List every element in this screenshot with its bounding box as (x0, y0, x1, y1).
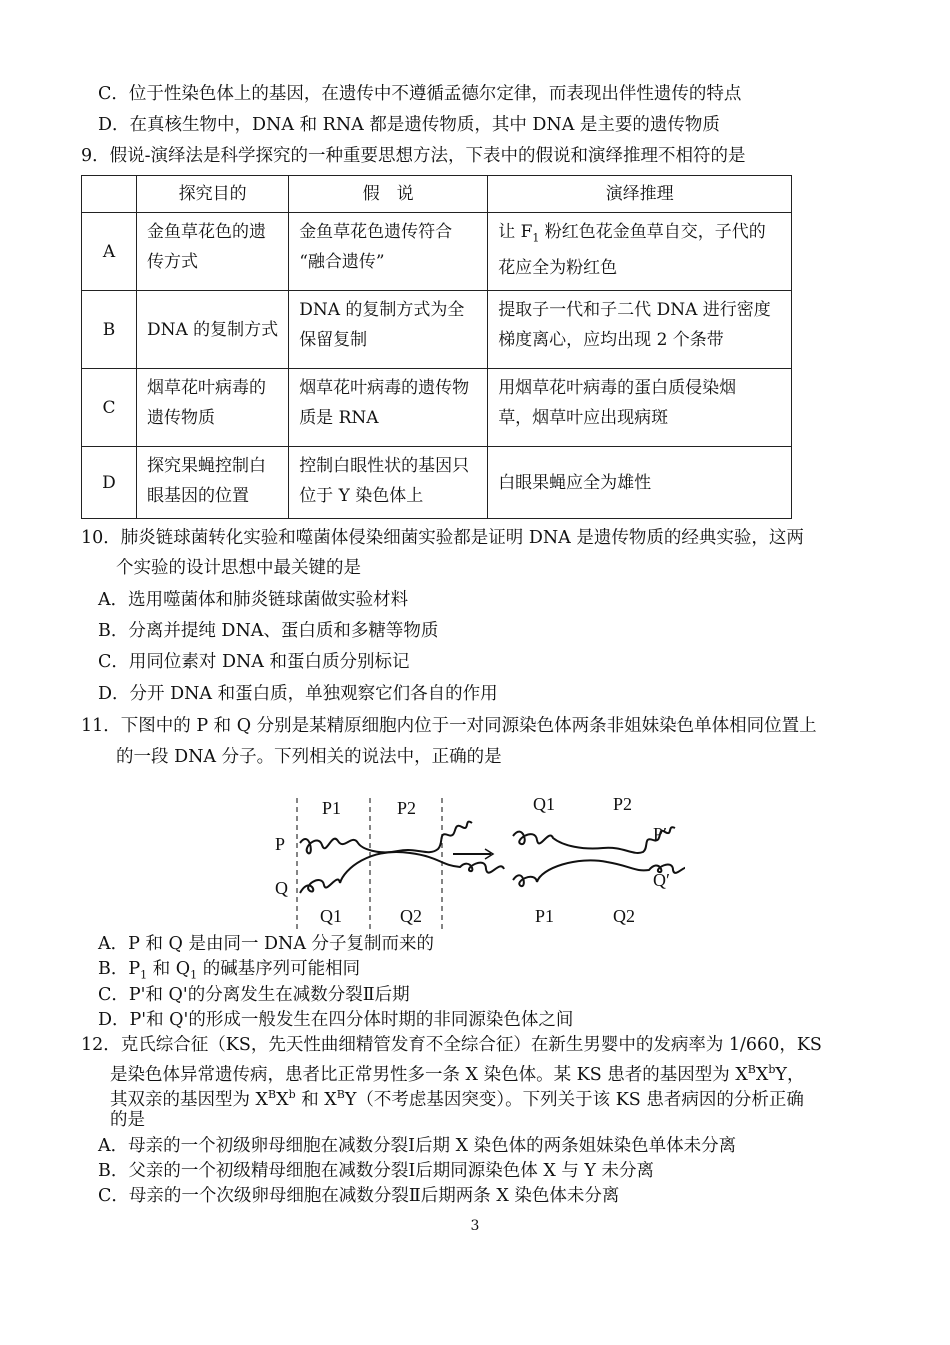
header-purpose: 探究目的 (137, 176, 289, 213)
q12-line1: 12．克氏综合征（KS，先天性曲细精管发育不全综合征）在新生男婴中的发病率为 1/660，KS (81, 1035, 822, 1055)
q12-option-c: C．母亲的一个次级卵母细胞在减数分裂Ⅱ后期两条 X 染色体未分离 (98, 1186, 620, 1206)
q10-option-a: A．选用噬菌体和肺炎链球菌做实验材料 (98, 590, 409, 610)
crossing-over-figure (265, 788, 685, 940)
row-purpose: DNA 的复制方式 (137, 291, 289, 369)
label-q1-right: Q1 (533, 794, 555, 814)
row-purpose: 探究果蝇控制白 眼基因的位置 (137, 447, 289, 519)
recombinant-p-strand (513, 827, 675, 853)
q12-line2: 是染色体异常遗传病，患者比正常男性多一条 X 染色体。某 KS 患者的基因型为 $X^BX^bY$， (110, 1063, 805, 1085)
chromatid-p-strand (300, 822, 472, 854)
header-deduction: 演绎推理 (488, 176, 792, 213)
table-header-row (82, 176, 792, 213)
header-blank (82, 176, 137, 213)
row-deduction: 白眼果蝇应全为雄性 (488, 447, 792, 519)
q9-stem: 9．假说-演绎法是科学探究的一种重要思想方法，下表中的假说和演绎推理不相符的是 (81, 146, 746, 166)
row-label: A (82, 213, 137, 291)
row-hypothesis: 烟草花叶病毒的遗传物 质是 RNA (289, 369, 488, 447)
label-q-prime: Q′ (653, 870, 670, 890)
table-row (82, 213, 792, 291)
header-hypothesis: 假 说 (289, 176, 488, 213)
row-hypothesis: 控制白眼性状的基因只 位于 Y 染色体上 (289, 447, 488, 519)
row-label: D (82, 447, 137, 519)
q12-option-a: A．母亲的一个初级卵母细胞在减数分裂Ⅰ后期 X 染色体的两条姐妹染色单体未分离 (98, 1136, 737, 1156)
label-q: Q (275, 878, 288, 898)
q11-stem-line1: 11．下图中的 P 和 Q 分别是某精原细胞内位于一对同源染色体两条非姐妹染色单体相同位置上 (81, 716, 817, 736)
q11-option-b: B．$P_1$ 和 $Q_1$ 的碱基序列可能相同 (98, 959, 361, 982)
table-row (82, 447, 792, 519)
q12-option-b: B．父亲的一个初级精母细胞在减数分裂Ⅰ后期同源染色体 X 与 Y 未分离 (98, 1161, 655, 1181)
row-deduction: 用烟草花叶病毒的蛋白质侵染烟 草，烟草叶应出现病斑 (488, 369, 792, 447)
q8-option-c: C．位于性染色体上的基因，在遗传中不遵循孟德尔定律，而表现出伴性遗传的特点 (98, 84, 742, 104)
row-deduction: 提取子一代和子二代 DNA 进行密度 梯度离心，应均出现 2 个条带 (488, 291, 792, 369)
row-label: B (82, 291, 137, 369)
label-p-prime: P′ (653, 824, 667, 844)
q12-line4: 的是 (110, 1110, 145, 1130)
row-purpose: 烟草花叶病毒的 遗传物质 (137, 369, 289, 447)
q11-stem-line2: 的一段 DNA 分子。下列相关的说法中，正确的是 (116, 747, 502, 767)
q9-table (81, 175, 792, 519)
q11-option-c: C．P'和 Q'的分离发生在减数分裂Ⅱ后期 (98, 985, 410, 1005)
q11-option-d: D．P'和 Q'的形成一般发生在四分体时期的非同源染色体之间 (98, 1010, 574, 1030)
row-hypothesis: 金鱼草花色遗传符合 “融合遗传” (289, 213, 488, 291)
label-q2: Q2 (400, 906, 422, 926)
label-q1: Q1 (320, 906, 342, 926)
q12-line3: 其双亲的基因型为 $X^BX^b$ 和 $X^BY$（不考虑基因突变）。下列关于该 KS 患者病因的分析正确 (110, 1088, 804, 1110)
row-purpose: 金鱼草花色的遗 传方式 (137, 213, 289, 291)
table-row (82, 291, 792, 369)
label-q2-right: Q2 (613, 906, 635, 926)
label-p: P (275, 834, 286, 854)
q10-stem-line2: 个实验的设计思想中最关键的是 (116, 558, 361, 578)
page-number: 3 (470, 1218, 480, 1234)
label-p1-right: P1 (535, 906, 555, 926)
q8-option-d: D．在真核生物中，DNA 和 RNA 都是遗传物质，其中 DNA 是主要的遗传物质 (98, 115, 720, 135)
label-p2-right: P2 (613, 794, 633, 814)
label-p1: P1 (322, 798, 342, 818)
q10-option-b: B．分离并提纯 DNA、蛋白质和多糖等物质 (98, 621, 439, 641)
q10-stem-line1: 10．肺炎链球菌转化实验和噬菌体侵染细菌实验都是证明 DNA 是遗传物质的经典实验，这两 (81, 528, 804, 548)
chromatid-q-strand (300, 852, 504, 893)
table-row (82, 369, 792, 447)
row-hypothesis: DNA 的复制方式为全 保留复制 (289, 291, 488, 369)
label-p2: P2 (397, 798, 417, 818)
row-deduction: 让 $F_1$ 粉红色花金鱼草自交，子代的 花应全为粉红色 (488, 213, 792, 291)
q11-option-a: A．P 和 Q 是由同一 DNA 分子复制而来的 (98, 934, 435, 954)
q10-option-d: D．分开 DNA 和蛋白质，单独观察它们各自的作用 (98, 684, 498, 704)
q10-option-c: C．用同位素对 DNA 和蛋白质分别标记 (98, 652, 410, 672)
row-label: C (82, 369, 137, 447)
